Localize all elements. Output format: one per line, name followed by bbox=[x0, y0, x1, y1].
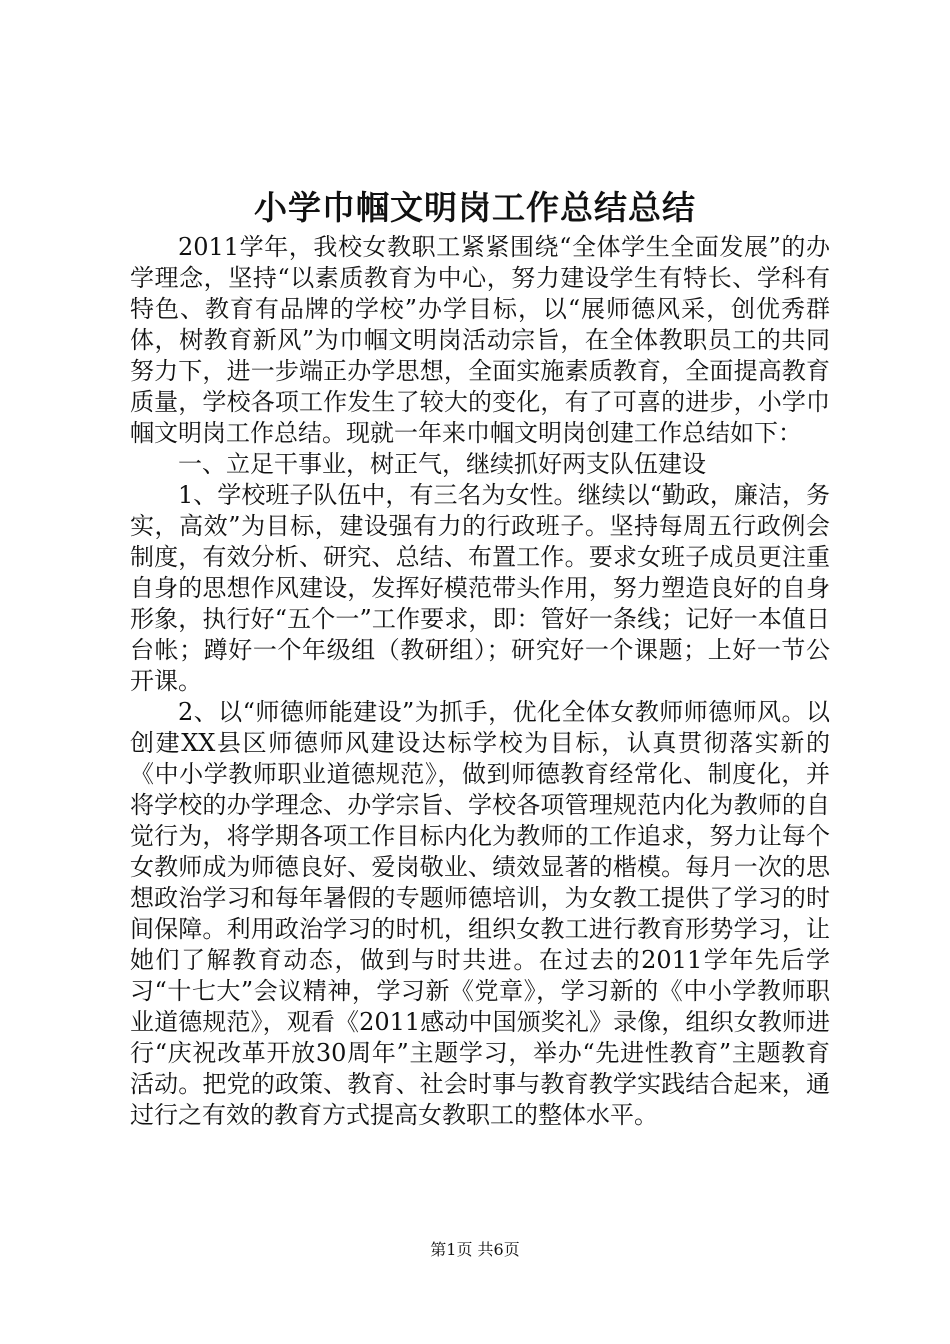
page-footer: 第1页 共6页 bbox=[430, 1240, 520, 1259]
document-title: 小学巾帼文明岗工作总结总结 bbox=[254, 188, 696, 227]
paragraph-item-1: 1、学校班子队伍中，有三名为女性。继续以“勤政，廉洁，务实，高效”为目标，建设强有力的行政班子。坚持每周五行政例会制度，有效分析、研究、总结、布置工作。要求女班子成员更注重自身的思想作风建设，发挥好模范带头作用，努力塑造良好的自身形象，执行好“五个一”工作要求，即：管好一条线；记好一本值日台帐；蹲好一个年级组（教研组）；研究好一个课题；上好一节公开课。 bbox=[130, 481, 830, 695]
paragraph-heading-1: 一、立足干事业，树正气，继续抓好两支队伍建设 bbox=[178, 450, 706, 478]
paragraph-item-2: 2、以“师德师能建设”为抓手，优化全体女教师师德师风。以创建XX县区师德师风建设达标学校为目标，认真贯彻落实新的《中小学教师职业道德规范》，做到师德教育经常化、制度化，并将学校的办学理念、办学宗旨、学校各项管理规范内化为教师的自觉行为，将学期各项工作目标内化为教师的工作追求，努力让每个女教师成为师德良好、爱岗敬业、绩效显著的楷模。每月一次的思想政治学习和每年暑假的专题师德培训，为女教工提供了学习的时间保障。利用政治学习的时机，组织女教工进行教育形势学习，让她们了解教育动态，做到与时共进。在过去的2011学年先后学习“十七大”会议精神，学习新《党章》，学习新的《中小学教师职业道德规范》，观看《2011感动中国颁奖礼》录像，组织女教师进行“庆祝改革开放30周年”主题学习，举办“先进性教育”主题教育活动。把党的政策、教育、社会时事与教育教学实践结合起来，通过行之有效的教育方式提高女教职工的整体水平。 bbox=[130, 698, 830, 1129]
paragraph-intro: 2011学年，我校女教职工紧紧围绕“全体学生全面发展”的办学理念，坚持“以素质教育为中心，努力建设学生有特长、学科有特色、教育有品牌的学校”办学目标，以“展师德风采，创优秀群体，树教育新风”为巾帼文明岗活动宗旨，在全体教职员工的共同努力下，进一步端正办学思想，全面实施素质教育，全面提高教育质量，学校各项工作发生了较大的变化，有了可喜的进步，小学巾帼文明岗工作总结。现就一年来巾帼文明岗创建工作总结如下： bbox=[130, 233, 830, 447]
document-body bbox=[130, 232, 830, 1131]
